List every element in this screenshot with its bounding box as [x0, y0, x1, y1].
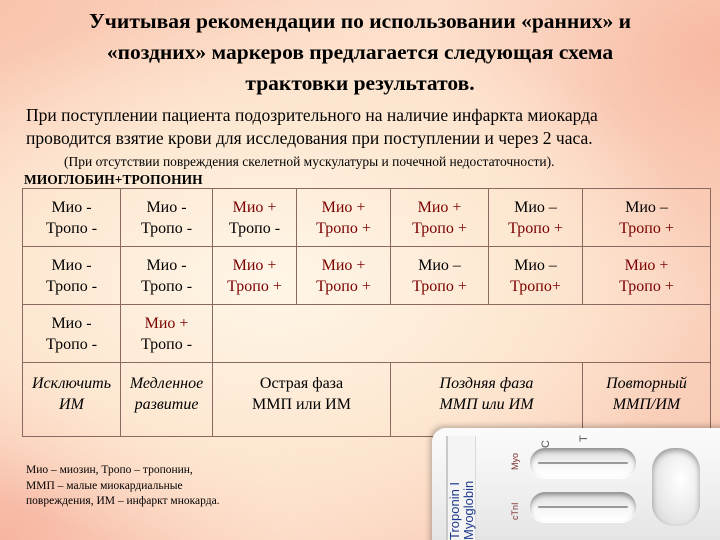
cell-line: Тропо -: [140, 278, 193, 295]
table-cell: [121, 247, 213, 305]
strip-mark-myo: Myo: [510, 452, 520, 470]
cell-line: Мио +: [624, 257, 669, 274]
cell-line: ММП или ИМ: [439, 396, 534, 413]
title-line-1: Учитывая рекомендации по использовании «ранних» и: [89, 9, 631, 33]
cell-line: ММП или ИМ: [252, 396, 351, 413]
cell-line: Тропо +: [619, 220, 674, 237]
cell-line: Мио –: [625, 199, 668, 216]
table-cell: [23, 247, 121, 305]
intro-line-1: При поступлении пациента подозрительного на наличие инфаркта миокарда: [26, 105, 598, 125]
interpretation-cell: [213, 363, 391, 437]
cell-line: ММП/ИМ: [612, 396, 681, 413]
cell-line: Тропо -: [140, 336, 193, 353]
legend-line-2: ММП – малые миокардиальные: [26, 479, 183, 492]
slide-title: [0, 6, 720, 99]
result-line: [538, 506, 628, 508]
table-cell: [297, 189, 391, 247]
cell-line: Мио +: [321, 257, 366, 274]
intro-text: [26, 104, 706, 150]
abbreviation-legend: [26, 463, 326, 510]
legend-line-1: Мио – миозин, Тропо – тропонин,: [26, 464, 193, 476]
table-row-2: [23, 247, 711, 305]
interpretation-cell: [23, 363, 121, 437]
cell-line: Тропо +: [227, 278, 282, 295]
cell-line: Исключить: [32, 375, 111, 392]
table-cell: [391, 247, 489, 305]
cell-line: Мио -: [51, 199, 92, 216]
table-cell: [297, 247, 391, 305]
result-line: [538, 462, 628, 464]
cell-line: Тропо +: [412, 220, 467, 237]
cell-line: Мио +: [417, 199, 462, 216]
table-cell: [23, 189, 121, 247]
cell-line: Поздняя фаза: [439, 375, 534, 392]
table-cell: [121, 305, 213, 363]
cell-line: Мио -: [146, 199, 187, 216]
cell-line: Мио –: [514, 257, 557, 274]
title-line-3: трактовки результатов.: [245, 71, 475, 95]
interpretation-cell: [583, 363, 711, 437]
cell-line: Мио -: [146, 257, 187, 274]
intro-line-2: проводится взятие крови для исследования при поступлении и через 2 часа.: [26, 128, 593, 148]
cell-line: Тропо -: [140, 220, 193, 237]
title-line-2: «поздних» маркеров предлагается следующая схема: [106, 40, 614, 64]
cell-line: Мио +: [321, 199, 366, 216]
interpretation-cell: [121, 363, 213, 437]
cell-line: Тропо -: [45, 278, 98, 295]
sample-well: [652, 448, 700, 526]
table-label: МИОГЛОБИН+ТРОПОНИН: [24, 172, 203, 187]
cell-line: Медленное: [129, 375, 204, 392]
strip-mark-t: T: [578, 435, 590, 442]
cell-line: Мио –: [418, 257, 461, 274]
table-cell: [121, 189, 213, 247]
cell-line: Тропо -: [228, 220, 281, 237]
cell-line: Тропо+: [510, 278, 561, 295]
cell-line: Тропо +: [316, 278, 371, 295]
cell-line: Мио +: [232, 199, 277, 216]
cell-line: Острая фаза: [259, 375, 344, 392]
table-cell: [213, 247, 297, 305]
interpretation-row: [23, 363, 711, 437]
table-cell: [489, 189, 583, 247]
cell-line: Тропо +: [508, 220, 563, 237]
cell-line: Тропо -: [45, 220, 98, 237]
table-cell: [23, 305, 121, 363]
strip-text-troponin: Troponin I: [447, 481, 462, 540]
table-cell: [213, 189, 297, 247]
table-cell: [583, 189, 711, 247]
cell-line: Мио -: [51, 315, 92, 332]
table-row-3: [23, 305, 711, 363]
legend-line-3: повреждения, ИМ – инфаркт мнокарда.: [26, 495, 220, 507]
results-table: [22, 188, 711, 437]
table-cell: [489, 247, 583, 305]
table-cell: [391, 189, 489, 247]
cell-line: Мио +: [232, 257, 277, 274]
interpretation-cell: [391, 363, 583, 437]
table-cell-empty: [213, 305, 711, 363]
table-row-1: [23, 189, 711, 247]
cell-line: Тропо +: [412, 278, 467, 295]
table-cell: [583, 247, 711, 305]
cell-line: Мио -: [51, 257, 92, 274]
cell-line: ИМ: [59, 396, 84, 413]
cell-line: Повторный: [606, 375, 687, 392]
cell-line: Мио –: [514, 199, 557, 216]
cell-line: развитие: [134, 396, 199, 413]
cell-line: Мио +: [144, 315, 189, 332]
condition-note: (При отсутствии повреждения скелетной мускулатуры и почечной недостаточности).: [64, 154, 555, 169]
cell-line: Тропо +: [619, 278, 674, 295]
result-window-bottom: [530, 492, 636, 522]
strip-mark-ctni: cTnI: [510, 502, 520, 520]
cell-line: Тропо -: [45, 336, 98, 353]
strip-text-myoglobin: Myoglobin: [461, 480, 476, 540]
cell-line: Тропо +: [316, 220, 371, 237]
result-window-top: [530, 448, 636, 478]
strip-mark-c: C: [540, 440, 552, 448]
